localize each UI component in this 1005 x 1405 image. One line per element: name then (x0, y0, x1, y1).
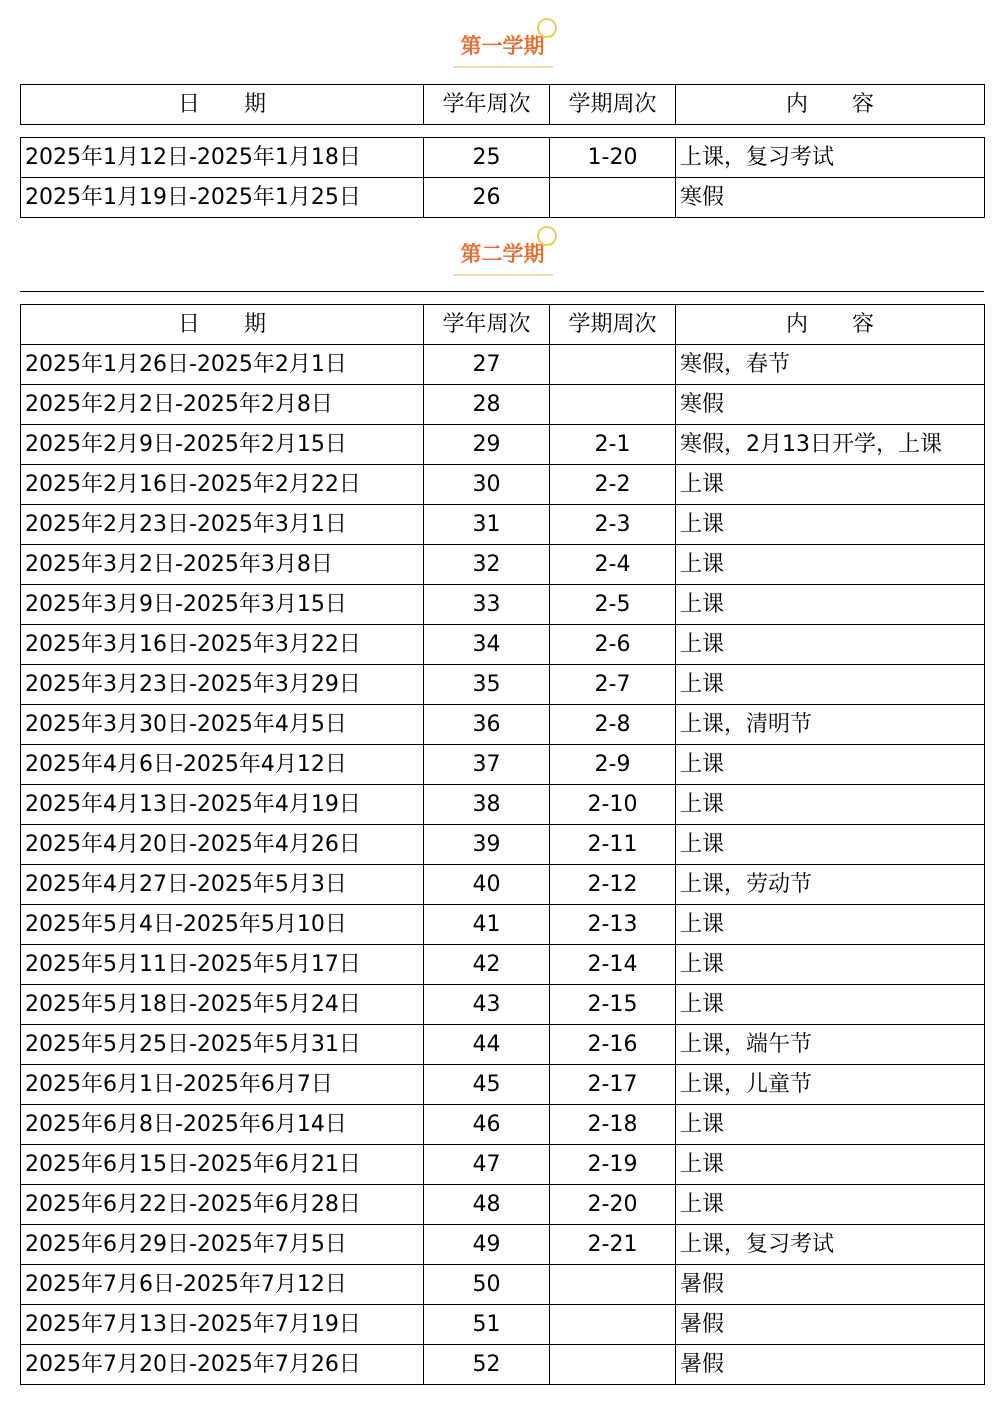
year-week-cell: 48 (424, 1185, 550, 1225)
year-week-cell: 33 (424, 585, 550, 625)
date-cell: 2025年4月27日-2025年5月3日 (21, 865, 424, 905)
term-week-cell: 2-1 (550, 425, 676, 465)
term-week-cell: 2-8 (550, 705, 676, 745)
date-cell: 2025年1月12日-2025年1月18日 (21, 138, 424, 178)
year-week-cell: 45 (424, 1065, 550, 1105)
term-week-cell: 2-7 (550, 665, 676, 705)
date-cell: 2025年7月20日-2025年7月26日 (21, 1345, 424, 1385)
divider (20, 291, 984, 292)
content-cell: 上课 (676, 1185, 985, 1225)
semester-2-table (20, 304, 985, 1385)
term-week-cell: 2-13 (550, 905, 676, 945)
content-cell: 上课 (676, 745, 985, 785)
header-date: 日 期 (21, 305, 424, 345)
decorative-ring-icon (537, 18, 557, 38)
table-row (21, 345, 985, 385)
table-row (21, 1345, 985, 1385)
table-row (21, 1065, 985, 1105)
year-week-cell: 31 (424, 505, 550, 545)
content-cell: 上课，端午节 (676, 1025, 985, 1065)
table-row (21, 865, 985, 905)
semester-1-header-table (20, 84, 985, 125)
year-week-cell: 42 (424, 945, 550, 985)
date-cell: 2025年4月6日-2025年4月12日 (21, 745, 424, 785)
year-week-cell: 46 (424, 1105, 550, 1145)
content-cell: 上课 (676, 665, 985, 705)
year-week-cell: 52 (424, 1345, 550, 1385)
term-week-cell: 2-4 (550, 545, 676, 585)
table-header-row (21, 305, 985, 345)
date-cell: 2025年3月9日-2025年3月15日 (21, 585, 424, 625)
content-cell: 上课 (676, 825, 985, 865)
year-week-cell: 47 (424, 1145, 550, 1185)
date-cell: 2025年5月4日-2025年5月10日 (21, 905, 424, 945)
term-week-cell: 2-3 (550, 505, 676, 545)
table-row (21, 425, 985, 465)
header-year-week: 学年周次 (424, 85, 550, 125)
term-week-cell (550, 1265, 676, 1305)
content-cell: 暑假 (676, 1345, 985, 1385)
content-cell: 上课 (676, 985, 985, 1025)
header-content: 内 容 (676, 305, 985, 345)
content-cell: 上课 (676, 585, 985, 625)
year-week-cell: 43 (424, 985, 550, 1025)
term-week-cell: 2-16 (550, 1025, 676, 1065)
term-week-cell: 2-17 (550, 1065, 676, 1105)
term-week-cell: 2-6 (550, 625, 676, 665)
date-cell: 2025年4月13日-2025年4月19日 (21, 785, 424, 825)
table-row (21, 385, 985, 425)
content-cell: 寒假，春节 (676, 345, 985, 385)
table-row (21, 905, 985, 945)
date-cell: 2025年2月2日-2025年2月8日 (21, 385, 424, 425)
term-week-cell: 2-21 (550, 1225, 676, 1265)
term-week-cell: 2-9 (550, 745, 676, 785)
content-cell: 上课 (676, 945, 985, 985)
table-row (21, 585, 985, 625)
semester-2-title (0, 238, 1005, 278)
content-cell: 上课 (676, 1105, 985, 1145)
date-cell: 2025年4月20日-2025年4月26日 (21, 825, 424, 865)
table-row (21, 1185, 985, 1225)
year-week-cell: 44 (424, 1025, 550, 1065)
date-cell: 2025年7月13日-2025年7月19日 (21, 1305, 424, 1345)
date-cell: 2025年5月18日-2025年5月24日 (21, 985, 424, 1025)
table-row (21, 825, 985, 865)
table-row (21, 1265, 985, 1305)
year-week-cell: 37 (424, 745, 550, 785)
year-week-cell: 26 (424, 178, 550, 218)
content-cell: 暑假 (676, 1265, 985, 1305)
year-week-cell: 27 (424, 345, 550, 385)
content-cell: 上课 (676, 785, 985, 825)
content-cell: 上课 (676, 1145, 985, 1185)
table-row (21, 985, 985, 1025)
term-week-cell: 2-12 (550, 865, 676, 905)
term-week-cell: 1-20 (550, 138, 676, 178)
term-week-cell: 2-19 (550, 1145, 676, 1185)
date-cell: 2025年6月29日-2025年7月5日 (21, 1225, 424, 1265)
content-cell: 上课，劳动节 (676, 865, 985, 905)
content-cell: 上课，儿童节 (676, 1065, 985, 1105)
content-cell: 上课 (676, 465, 985, 505)
table-row (21, 1105, 985, 1145)
year-week-cell: 36 (424, 705, 550, 745)
content-cell: 寒假 (676, 385, 985, 425)
content-cell: 上课 (676, 905, 985, 945)
date-cell: 2025年2月9日-2025年2月15日 (21, 425, 424, 465)
table-header-row (21, 85, 985, 125)
table-row (21, 625, 985, 665)
header-term-week: 学期周次 (550, 85, 676, 125)
content-cell: 上课 (676, 625, 985, 665)
date-cell: 2025年6月22日-2025年6月28日 (21, 1185, 424, 1225)
term-week-cell: 2-11 (550, 825, 676, 865)
semester-2-title-text: 第二学期 (460, 242, 545, 266)
year-week-cell: 41 (424, 905, 550, 945)
table-row (21, 1225, 985, 1265)
table-row (21, 785, 985, 825)
table-row (21, 545, 985, 585)
date-cell: 2025年2月16日-2025年2月22日 (21, 465, 424, 505)
content-cell: 上课，复习考试 (676, 138, 985, 178)
term-week-cell: 2-10 (550, 785, 676, 825)
term-week-cell: 2-18 (550, 1105, 676, 1145)
semester-1-table (20, 137, 985, 218)
year-week-cell: 39 (424, 825, 550, 865)
table-row (21, 465, 985, 505)
year-week-cell: 34 (424, 625, 550, 665)
date-cell: 2025年3月2日-2025年3月8日 (21, 545, 424, 585)
content-cell: 寒假，2月13日开学，上课 (676, 425, 985, 465)
year-week-cell: 35 (424, 665, 550, 705)
term-week-cell: 2-14 (550, 945, 676, 985)
year-week-cell: 38 (424, 785, 550, 825)
year-week-cell: 28 (424, 385, 550, 425)
term-week-cell (550, 385, 676, 425)
semester-1-title (0, 30, 1005, 70)
content-cell: 暑假 (676, 1305, 985, 1345)
term-week-cell (550, 1345, 676, 1385)
date-cell: 2025年6月1日-2025年6月7日 (21, 1065, 424, 1105)
date-cell: 2025年6月15日-2025年6月21日 (21, 1145, 424, 1185)
date-cell: 2025年7月6日-2025年7月12日 (21, 1265, 424, 1305)
term-week-cell (550, 1305, 676, 1345)
year-week-cell: 40 (424, 865, 550, 905)
year-week-cell: 51 (424, 1305, 550, 1345)
term-week-cell: 2-20 (550, 1185, 676, 1225)
term-week-cell: 2-15 (550, 985, 676, 1025)
table-row (21, 945, 985, 985)
semester-1-title-text: 第一学期 (460, 34, 545, 58)
table-row (21, 1025, 985, 1065)
term-week-cell (550, 178, 676, 218)
date-cell: 2025年5月11日-2025年5月17日 (21, 945, 424, 985)
year-week-cell: 49 (424, 1225, 550, 1265)
date-cell: 2025年3月16日-2025年3月22日 (21, 625, 424, 665)
header-term-week: 学期周次 (550, 305, 676, 345)
year-week-cell: 29 (424, 425, 550, 465)
header-date: 日 期 (21, 85, 424, 125)
content-cell: 上课，复习考试 (676, 1225, 985, 1265)
header-content: 内 容 (676, 85, 985, 125)
decorative-ring-icon (537, 226, 557, 246)
date-cell: 2025年3月23日-2025年3月29日 (21, 665, 424, 705)
content-cell: 上课 (676, 545, 985, 585)
term-week-cell: 2-2 (550, 465, 676, 505)
year-week-cell: 32 (424, 545, 550, 585)
year-week-cell: 50 (424, 1265, 550, 1305)
date-cell: 2025年3月30日-2025年4月5日 (21, 705, 424, 745)
table-row (21, 1145, 985, 1185)
content-cell: 上课，清明节 (676, 705, 985, 745)
table-row (21, 705, 985, 745)
date-cell: 2025年5月25日-2025年5月31日 (21, 1025, 424, 1065)
date-cell: 2025年6月8日-2025年6月14日 (21, 1105, 424, 1145)
term-week-cell (550, 345, 676, 385)
year-week-cell: 25 (424, 138, 550, 178)
date-cell: 2025年1月26日-2025年2月1日 (21, 345, 424, 385)
content-cell: 寒假 (676, 178, 985, 218)
date-cell: 2025年1月19日-2025年1月25日 (21, 178, 424, 218)
table-row (21, 505, 985, 545)
term-week-cell: 2-5 (550, 585, 676, 625)
table-row (21, 178, 985, 218)
header-year-week: 学年周次 (424, 305, 550, 345)
table-row (21, 665, 985, 705)
table-row (21, 138, 985, 178)
table-row (21, 1305, 985, 1345)
table-row (21, 745, 985, 785)
content-cell: 上课 (676, 505, 985, 545)
date-cell: 2025年2月23日-2025年3月1日 (21, 505, 424, 545)
year-week-cell: 30 (424, 465, 550, 505)
